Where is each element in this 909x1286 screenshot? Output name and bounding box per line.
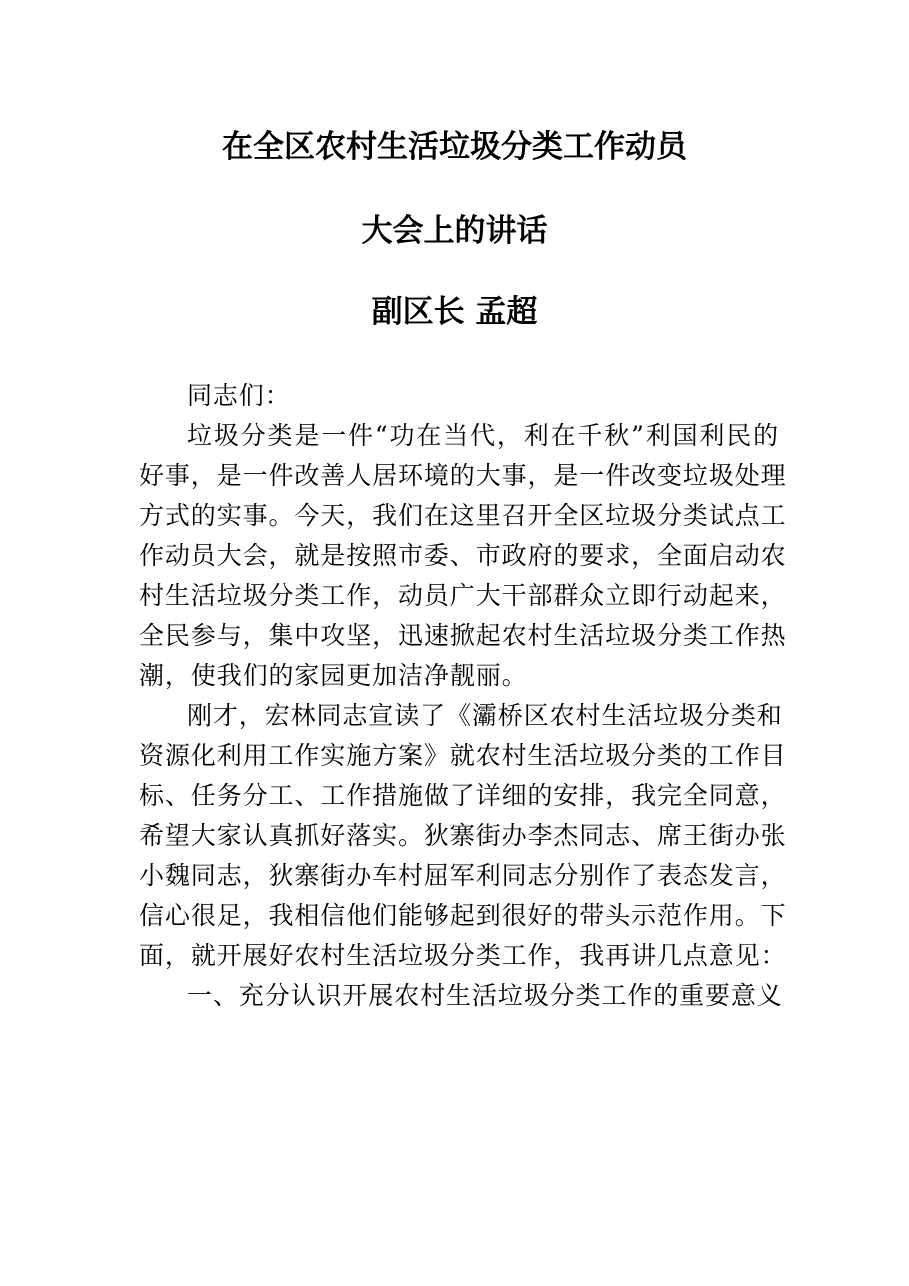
paragraph-line: 村生活垃圾分类工作，动员广大干部群众立即行动起来，: [139, 581, 787, 610]
paragraph-line: 全民参与，集中攻坚，迅速掀起农村生活垃圾分类工作热: [139, 621, 787, 650]
paragraph-line: 小魏同志，狄寨街办车村屈军利同志分别作了表态发言，: [139, 861, 787, 890]
paragraph-1: [139, 416, 787, 696]
paragraph-line: 资源化利用工作实施方案》就农村生活垃圾分类的工作目: [139, 741, 787, 770]
salutation: 同志们：: [187, 381, 291, 410]
document-title-line-2: 大会上的讲话: [361, 213, 548, 249]
paragraph-line: 面，就开展好农村生活垃圾分类工作，我再讲几点意见：: [139, 941, 787, 970]
document-title-line-1: 在全区农村生活垃圾分类工作动员: [222, 129, 687, 165]
speaker-line: 副区长 孟超: [371, 294, 538, 330]
paragraph-line: 刚才，宏林同志宣读了《灞桥区农村生活垃圾分类和: [187, 701, 783, 730]
paragraph-line: 标、任务分工、工作措施做了详细的安排，我完全同意，: [139, 781, 787, 810]
paragraph-line: 好事，是一件改善人居环境的大事，是一件改变垃圾处理: [139, 461, 787, 490]
paragraph-line: 信心很足，我相信他们能够起到很好的带头示范作用。下: [139, 901, 787, 930]
paragraph-line: 希望大家认真抓好落实。狄寨街办李杰同志、席王街办张: [139, 821, 787, 850]
paragraph-2: [139, 696, 787, 976]
paragraph-line: 方式的实事。今天，我们在这里召开全区垃圾分类试点工: [139, 501, 787, 530]
paragraph-line: 作动员大会，就是按照市委、市政府的要求，全面启动农: [139, 541, 787, 570]
paragraph-line: 潮，使我们的家园更加洁净靓丽。: [139, 661, 528, 690]
paragraph-line: 垃圾分类是一件“功在当代，利在千秋”利国利民的: [187, 421, 779, 450]
section-heading-1: 一、充分认识开展农村生活垃圾分类工作的重要意义: [187, 981, 783, 1010]
speech-body: [139, 376, 787, 1016]
